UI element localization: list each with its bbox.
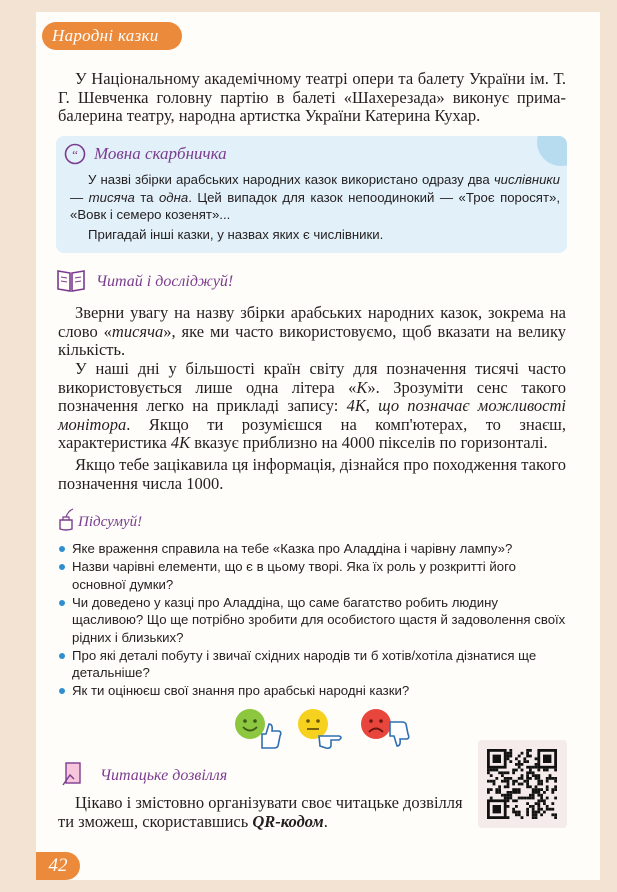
qr-module <box>529 785 532 788</box>
qr-module <box>493 769 496 772</box>
research-paragraph-1: Зверни увагу на назву збірки арабських народних казок, зокрема на слово «тисяча», яке ми часто використовуємо, щоб вказати на велику кількість. <box>58 303 566 359</box>
qr-module <box>551 777 554 780</box>
qr-module <box>526 752 529 755</box>
qr-module <box>507 771 510 774</box>
qr-module <box>526 771 529 774</box>
qr-module <box>551 791 554 794</box>
qr-module <box>551 808 554 811</box>
qr-module <box>518 755 521 758</box>
qr-module <box>532 813 535 816</box>
qr-module <box>537 808 540 811</box>
qr-module <box>532 774 535 777</box>
qr-module <box>490 797 493 800</box>
research-title: Читай і досліджуй! <box>96 273 234 290</box>
qr-module <box>509 777 512 780</box>
qr-module <box>537 777 540 780</box>
qr-module <box>507 757 510 760</box>
qr-module <box>537 811 540 814</box>
qr-module <box>529 769 532 772</box>
qr-module <box>523 780 526 783</box>
qr-module <box>518 760 521 763</box>
qr-module <box>509 760 512 763</box>
qr-module <box>529 755 532 758</box>
qr-module <box>549 777 552 780</box>
qr-module <box>537 791 540 794</box>
qr-module <box>529 797 532 800</box>
qr-module <box>551 802 554 805</box>
qr-module <box>535 757 538 760</box>
qr-module <box>487 771 490 774</box>
leisure-title: Читацьке дозвілля <box>100 767 228 784</box>
qr-module <box>490 788 493 791</box>
qr-module <box>504 771 507 774</box>
sad-face-thumbs-down-icon <box>358 706 412 754</box>
qr-module <box>515 811 518 814</box>
qr-module <box>554 788 557 791</box>
qr-module <box>532 797 535 800</box>
qr-module <box>543 791 546 794</box>
qr-module <box>532 788 535 791</box>
qr-module <box>507 783 510 786</box>
qr-module <box>540 799 543 802</box>
qr-module <box>518 811 521 814</box>
qr-module <box>507 797 510 800</box>
qr-module <box>507 816 510 819</box>
qr-module <box>512 799 515 802</box>
qr-module <box>521 763 524 766</box>
qr-module <box>540 780 543 783</box>
qr-module <box>498 791 501 794</box>
qr-module <box>487 791 490 794</box>
qr-module <box>507 785 510 788</box>
qr-module <box>537 780 540 783</box>
qr-module <box>529 749 532 752</box>
quote-bubble-icon <box>64 143 86 165</box>
language-box-title: Мовна скарбничка <box>94 144 227 163</box>
qr-module <box>537 799 540 802</box>
qr-module <box>537 805 540 808</box>
qr-module <box>549 774 552 777</box>
neutral-face-pointing-icon <box>295 706 351 752</box>
qr-module <box>507 755 510 758</box>
qr-module <box>535 766 538 769</box>
qr-module <box>518 797 521 800</box>
qr-module <box>487 769 490 772</box>
qr-module <box>537 788 540 791</box>
qr-module <box>554 769 557 772</box>
language-box-task: Пригадай інші казки, у назвах яких є числівники. <box>88 226 384 242</box>
qr-module <box>532 805 535 808</box>
qr-module <box>518 788 521 791</box>
qr-module <box>543 769 546 772</box>
qr-module <box>532 766 535 769</box>
qr-module <box>540 808 543 811</box>
qr-module <box>515 757 518 760</box>
qr-module <box>493 780 496 783</box>
qr-module <box>498 788 501 791</box>
svg-text:“: “ <box>72 147 78 162</box>
qr-module <box>526 755 529 758</box>
qr-module <box>490 774 493 777</box>
qr-module <box>509 749 512 752</box>
reading-leisure-icon <box>60 761 86 787</box>
qr-module <box>540 783 543 786</box>
intro-paragraph: У Національному академічному театрі опери та балету України ім. Т. Г. Шевченка головну партію в балеті «Шахерезада» виконує прима-балерина театру, народна артистка України Катерина Кухар. <box>58 69 566 125</box>
summary-questions <box>58 540 568 700</box>
qr-module <box>512 780 515 783</box>
qr-module <box>518 777 521 780</box>
qr-module <box>523 757 526 760</box>
qr-module <box>526 749 529 752</box>
qr-module <box>529 771 532 774</box>
qr-module <box>509 797 512 800</box>
qr-module <box>498 785 501 788</box>
qr-module <box>551 788 554 791</box>
qr-module <box>521 769 524 772</box>
qr-module <box>512 808 515 811</box>
qr-module <box>532 771 535 774</box>
qr-module <box>535 811 538 814</box>
qr-module <box>515 791 518 794</box>
qr-module <box>512 791 515 794</box>
qr-module <box>521 777 524 780</box>
qr-module <box>501 774 504 777</box>
qr-module <box>535 813 538 816</box>
qr-module <box>515 805 518 808</box>
qr-module <box>512 769 515 772</box>
qr-module <box>546 808 549 811</box>
qr-module <box>529 777 532 780</box>
qr-module <box>495 777 498 780</box>
qr-module <box>537 794 540 797</box>
qr-module <box>535 774 538 777</box>
qr-module <box>546 780 549 783</box>
qr-module <box>501 771 504 774</box>
qr-module <box>521 797 524 800</box>
qr-module <box>549 808 552 811</box>
qr-module <box>535 777 538 780</box>
open-book-icon <box>56 267 86 293</box>
qr-module <box>543 802 546 805</box>
qr-module <box>546 797 549 800</box>
qr-module <box>507 805 510 808</box>
qr-module <box>526 766 529 769</box>
qr-module <box>515 763 518 766</box>
qr-finder <box>493 805 501 813</box>
qr-module <box>501 794 504 797</box>
qr-module <box>518 813 521 816</box>
qr-module <box>504 777 507 780</box>
question-item: Про які деталі побуту і звичаї східних народів ти б хотів/хотіла дізнатися ще детальніше? <box>58 647 568 682</box>
qr-module <box>537 783 540 786</box>
qr-module <box>521 774 524 777</box>
qr-module <box>535 816 538 819</box>
qr-module <box>512 811 515 814</box>
qr-module <box>537 774 540 777</box>
qr-module <box>554 813 557 816</box>
inkwell-icon <box>56 508 76 532</box>
qr-module <box>515 799 518 802</box>
qr-module <box>487 788 490 791</box>
qr-module <box>507 791 510 794</box>
qr-module <box>501 780 504 783</box>
qr-module <box>507 780 510 783</box>
smiley-thumbs-up-icon <box>232 706 284 752</box>
research-paragraph-2: У наші дні у більшості країн світу для позначення тисячі часто використовується лише одна літера «К». Зрозуміти сенс такого позначення легко на прикладі запису: 4К, що позначає можливості монітора. Якщо ти розумієшся на комп'ютерах, то знаєш, характеристика 4К вказує приблизно на 4000 пікселів по горизонталі. <box>58 359 566 452</box>
qr-module <box>490 780 493 783</box>
qr-module <box>518 783 521 786</box>
question-item: Чи доведено у казці про Аладдіна, що саме багатство робить людину щасливою? Що ще потрібно зробити для особистого щастя й задоволення своїх рідних і близьких? <box>58 594 568 647</box>
question-item: Яке враження справила на тебе «Казка про Аладдіна і чарівну лампу»? <box>58 540 568 558</box>
qr-module <box>554 785 557 788</box>
qr-module <box>521 783 524 786</box>
qr-module <box>529 794 532 797</box>
qr-module <box>526 813 529 816</box>
summary-title: Підсумуй! <box>78 514 143 530</box>
page-number: 42 <box>36 852 80 880</box>
qr-module <box>546 805 549 808</box>
qr-module <box>540 813 543 816</box>
qr-module <box>490 769 493 772</box>
qr-module <box>532 791 535 794</box>
qr-module <box>512 783 515 786</box>
qr-module <box>540 797 543 800</box>
language-box <box>56 136 567 253</box>
research-paragraph-3: Якщо тебе зацікавила ця інформація, дізнайся про походження такого позначення числа 1000. <box>58 455 566 493</box>
qr-module <box>546 769 549 772</box>
qr-module <box>509 791 512 794</box>
qr-module <box>543 799 546 802</box>
qr-module <box>521 752 524 755</box>
language-box-body <box>70 171 560 243</box>
qr-module <box>554 797 557 800</box>
qr-module <box>529 766 532 769</box>
qr-module <box>546 777 549 780</box>
qr-module <box>526 783 529 786</box>
leisure-paragraph: Цікаво і змістовно організувати своє читацьке дозвілля ти зможеш, скориставшись QR-кодом. <box>58 793 463 831</box>
qr-module <box>551 813 554 816</box>
qr-module <box>512 771 515 774</box>
qr-module <box>507 794 510 797</box>
qr-module <box>493 783 496 786</box>
qr-module <box>526 780 529 783</box>
qr-module <box>546 785 549 788</box>
qr-module <box>526 797 529 800</box>
qr-module <box>504 785 507 788</box>
qr-module <box>498 771 501 774</box>
question-item: Назви чарівні елементи, що є в цьому творі. Яка їх роль у розкритті його основної думки? <box>58 558 568 593</box>
qr-module <box>495 791 498 794</box>
qr-module <box>535 802 538 805</box>
qr-module <box>554 780 557 783</box>
qr-module <box>507 799 510 802</box>
section-tab: Народні казки <box>42 22 182 50</box>
qr-finder <box>543 755 551 763</box>
qr-module <box>526 785 529 788</box>
qr-module <box>554 777 557 780</box>
qr-module <box>518 763 521 766</box>
qr-code-image <box>478 740 567 828</box>
qr-module <box>526 811 529 814</box>
qr-module <box>526 760 529 763</box>
qr-module <box>518 791 521 794</box>
qr-module <box>535 788 538 791</box>
qr-module <box>521 816 524 819</box>
qr-module <box>507 777 510 780</box>
qr-module <box>543 811 546 814</box>
qr-module <box>540 788 543 791</box>
qr-module <box>532 794 535 797</box>
question-item: Як ти оцінюєш свої знання про арабські народні казки? <box>58 682 568 700</box>
qr-module <box>504 780 507 783</box>
qr-module <box>535 763 538 766</box>
qr-module <box>515 788 518 791</box>
qr-module <box>518 766 521 769</box>
qr-module <box>509 755 512 758</box>
qr-module <box>537 802 540 805</box>
qr-module <box>515 780 518 783</box>
qr-module <box>487 780 490 783</box>
qr-module <box>540 794 543 797</box>
box-corner-decor <box>537 136 567 166</box>
qr-module <box>532 808 535 811</box>
qr-module <box>526 774 529 777</box>
qr-module <box>495 788 498 791</box>
qr-module <box>526 808 529 811</box>
language-box-text: У назві збірки арабських народних казок використано одразу два числівники — тисяча та одна. Цей випадок для казок непоодинокий — «Троє поросят», «Вовк і семеро козенят»... <box>70 172 560 222</box>
qr-module <box>554 816 557 819</box>
qr-module <box>515 769 518 772</box>
qr-module <box>523 797 526 800</box>
qr-module <box>535 791 538 794</box>
qr-module <box>532 811 535 814</box>
qr-module <box>546 788 549 791</box>
qr-finder <box>493 755 501 763</box>
qr-module <box>509 794 512 797</box>
qr-module <box>529 805 532 808</box>
qr-module <box>537 769 540 772</box>
qr-module <box>532 816 535 819</box>
qr-module <box>504 794 507 797</box>
qr-module <box>504 797 507 800</box>
qr-module <box>526 777 529 780</box>
qr-code[interactable] <box>478 740 567 828</box>
qr-module <box>526 802 529 805</box>
qr-module <box>512 788 515 791</box>
qr-module <box>515 813 518 816</box>
qr-module <box>495 769 498 772</box>
qr-module <box>535 785 538 788</box>
qr-module <box>523 760 526 763</box>
qr-module <box>509 752 512 755</box>
qr-module <box>507 752 510 755</box>
